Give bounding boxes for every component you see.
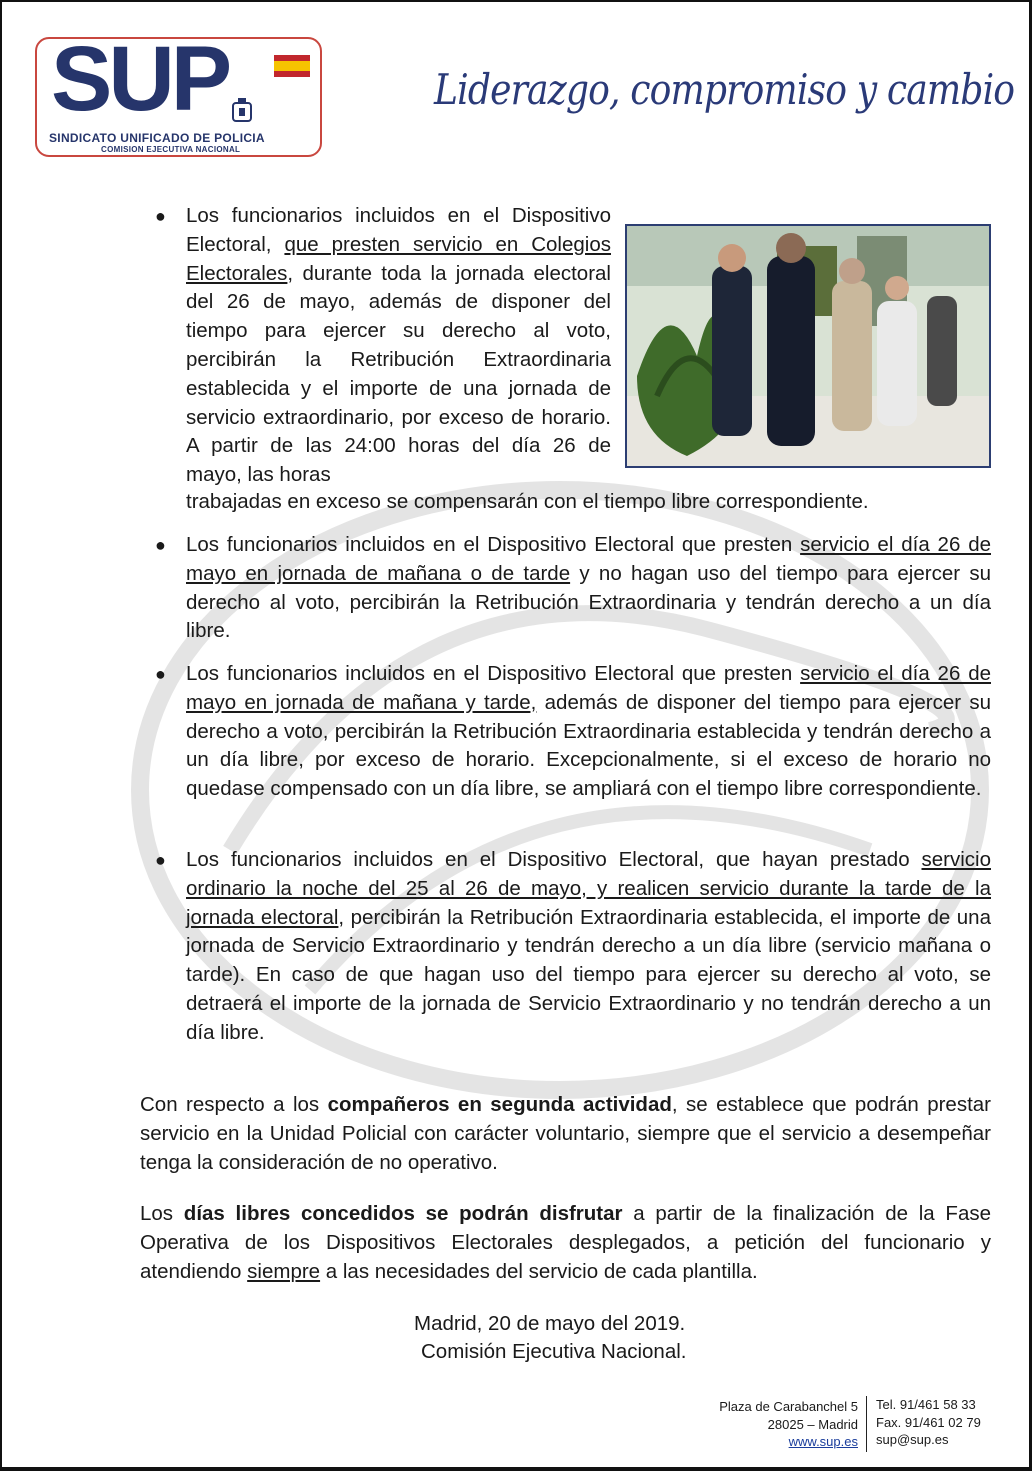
bullet-2-post: y no hagan uso del tiempo para ejercer su derecho al voto, percibirán la Retribución Extraordinaria y tendrán derecho a un día libre. — [186, 561, 991, 643]
bullet-marker: ● — [155, 206, 166, 226]
signature-org: Comisión Ejecutiva Nacional. — [421, 1340, 687, 1363]
para2-underlined: siempre — [247, 1259, 321, 1283]
footer-tel: Tel. 91/461 58 33 — [876, 1397, 976, 1412]
paragraph-segunda-actividad — [140, 1091, 991, 1177]
logo-subtitle: SINDICATO UNIFICADO DE POLICIA — [49, 131, 265, 145]
slogan: Liderazgo, compromiso y cambio — [434, 65, 1015, 114]
bullet-4-pre: Los funcionarios incluidos en el Dispositivo Electoral, que hayan prestado — [186, 848, 922, 871]
bullet-marker: ● — [155, 664, 166, 684]
bullet-2-pre: Los funcionarios incluidos en el Dispositivo Electoral que presten — [186, 533, 801, 556]
bullet-1-pre: Los funcionarios incluidos en el Dispositivo Electoral, — [186, 204, 611, 256]
bullet-marker: ● — [155, 850, 166, 870]
footer-fax: Fax. 91/461 02 79 — [876, 1414, 981, 1430]
bullet-3-text — [186, 660, 991, 804]
bullet-marker: ● — [155, 535, 166, 555]
bullet-1-underlined: que presten servicio en Colegios Electorales — [186, 232, 611, 285]
bullet-1-text — [186, 202, 611, 490]
police-photo — [625, 224, 991, 468]
logo-letters: SUP — [51, 37, 229, 130]
photo-illustration — [627, 226, 989, 466]
bullet-2-text — [186, 531, 991, 646]
sup-logo — [35, 37, 322, 157]
para2-post: a las necesidades del servicio de cada plantilla. — [320, 1259, 758, 1283]
police-emblem-icon — [230, 97, 254, 125]
spain-flag-icon — [274, 55, 310, 77]
bullet-3-post: además de disponer del tiempo para ejercer su derecho a voto, percibirán la Retribución Extraordinaria establecida y tendrán derecho a un día libre, por exceso de horario. Excepcionalmente, si el exceso de horario no quedase compensado con un día libre, se ampliará con el tiempo libre correspondiente. — [186, 690, 992, 801]
para2-pre: Los — [140, 1202, 184, 1225]
footer-email[interactable]: sup@sup.es — [876, 1432, 949, 1447]
paragraph-dias-libres — [140, 1200, 991, 1286]
bullet-4-underlined: servicio ordinario la noche del 25 al 26 de mayo, y realicen servicio durante la tarde de la jornada electoral — [186, 848, 991, 929]
signature-date: Madrid, 20 de mayo del 2019. — [414, 1312, 686, 1335]
bullet-3-underlined: servicio el día 26 de mayo en jornada de mañana y tarde, — [186, 662, 991, 714]
bullet-2-underlined: servicio el día 26 de mayo en jornada de mañana o de tarde — [186, 533, 991, 585]
logo-subtitle-2: COMISION EJECUTIVA NACIONAL — [101, 145, 241, 154]
bullet-1-post: , durante toda la jornada electoral del 26 de mayo, además de disponer del tiempo para ejercer su derecho al voto, percibirán la Retribución Extraordinaria establecida y el importe de una jornada de servicio extraordinario, por exceso de horario. A partir de las 24:00 horas del día 26 de mayo, las horas — [186, 261, 611, 487]
bullet-4-text — [186, 846, 991, 1048]
footer-address-line1: Plaza de Carabanchel 5 — [719, 1399, 858, 1414]
para1-post: , se establece que podrán prestar servicio en la Unidad Policial con carácter voluntario, siempre que el servicio a desempeñar tenga la consideración de no operativo. — [140, 1093, 992, 1174]
bullet-4-post: , percibirán la Retribución Extraordinaria establecida, el importe de una jornada de Servicio Extraordinario y tendrán derecho a un día libre (servicio mañana o tarde). En caso de que hagan uso del tiempo para ejercer su derecho al voto, se detraerá el importe de la jornada de Servicio Extraordinario y no tendrán derecho a un día libre. — [186, 905, 991, 1044]
para1-bold: compañeros en segunda actividad — [327, 1093, 672, 1116]
para2-mid: a partir de la finalización de la Fase Operativa de los Dispositivos Electorales desplegados, a petición del funcionario y atendiendo — [140, 1202, 991, 1283]
para2-bold: días libres concedidos se podrán disfrutar — [183, 1202, 623, 1225]
footer-website-link[interactable]: www.sup.es — [788, 1434, 858, 1449]
bullet-3-pre: Los funcionarios incluidos en el Dispositivo Electoral que presten — [186, 662, 801, 685]
footer-contact — [876, 1396, 981, 1449]
footer-address — [690, 1398, 858, 1451]
bullet-1-tail: trabajadas en exceso se compensarán con el tiempo libre correspondiente. — [186, 490, 869, 513]
footer-address-line2: 28025 – Madrid — [767, 1416, 858, 1432]
footer-divider — [866, 1396, 867, 1452]
para1-pre: Con respecto a los — [140, 1093, 328, 1116]
